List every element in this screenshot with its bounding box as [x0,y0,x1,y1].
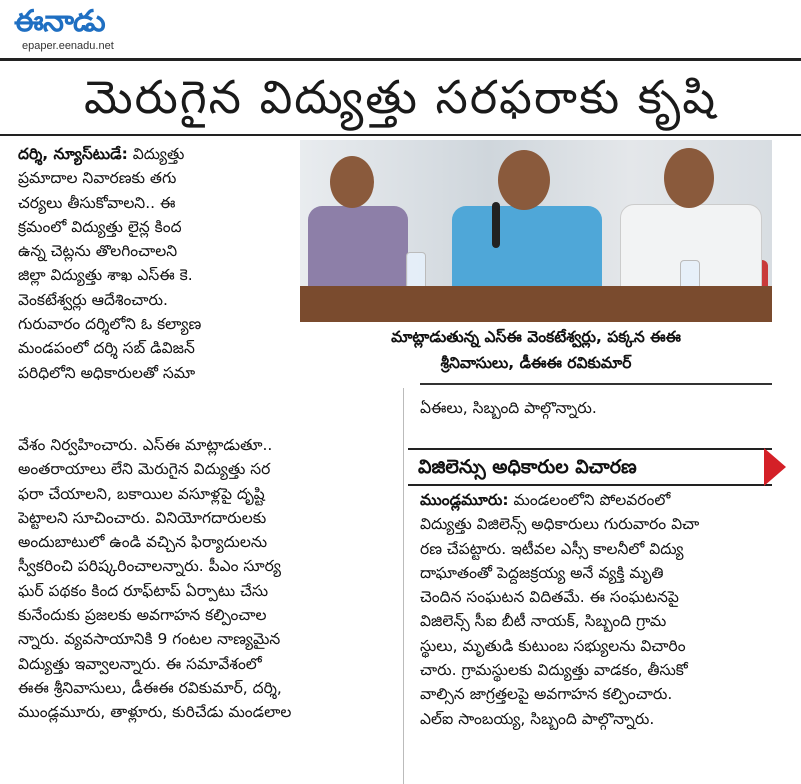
article-line: వాల్సిన జాగ్రత్తలపై అవగాహన కల్పించారు. [420,685,673,704]
caption-line: శ్రీనివాసులు, డీఈఈ రవికుమార్ [440,354,632,372]
epaper-url: epaper.eenadu.net [22,40,114,52]
article-line: క్రమంలో విద్యుత్తు లైన్ల కింద [18,217,182,236]
article-line: ఏఈలు, సిబ్బంది పాల్గొన్నారు. [420,399,597,417]
article-line: దాఘాతంతో పెద్దజక్రయ్య అనే వ్యక్తి మృతి [420,563,664,582]
article-line-0: ముండ్లమూరు: మండలంలోని పోలవరంలో [420,491,671,509]
article-line: గురువారం దర్శిలోని ఓ కల్యాణ [18,315,202,334]
article-line: అంతరాయాలు లేని మెరుగైన విద్యుత్తు సర [18,460,271,479]
article-line: విజిలెన్స్ సీఐ బీటీ నాయక్, సిబ్బంది గ్రామ [420,612,667,631]
article-line: రణ చేపట్టారు. ఇటీవల ఎస్సీ కాలనీలో విద్యు [420,539,684,558]
article-line: ఘర్ పథకం కింద రూఫ్‌టాప్ ఏర్పాటు చేసు [18,581,269,600]
article-line: చర్యలు తీసుకోవాలని.. ఈ [18,193,176,212]
headline-rule [0,134,801,136]
article2-body [420,488,772,731]
article-line: ఉన్న చెట్లను తొలగించాలని [18,242,178,261]
caption-rule [420,383,772,385]
article-line: ఈఈ శ్రీనివాసులు, డీఈఈ రవికుమార్, దర్శి, [18,678,282,697]
article-line: ఎల్ఐ సాంబయ్య, సిబ్బంది పాల్గొన్నారు. [420,709,655,728]
article-line: స్థులు, మృతుడి కుటుంబ సభ్యులను విచారిం [420,636,686,655]
article-line-0: దర్శి, న్యూస్‌టుడే: విద్యుత్తు [18,145,185,163]
article-line: చెందిన సంఘటన విదితమే. ఈ సంఘటనపై [420,588,679,607]
masthead [8,4,158,54]
article-line: వేశం నిర్వహించారు. ఎస్‌ఈ మాట్లాడుతూ.. [18,436,273,454]
article-line: ముండ్లమూరు, తాళ్లూరు, కురిచేడు మండలాల [18,703,292,722]
article-line: అందుబాటులో ఉండి వచ్చిన ఫిర్యాదులను [18,533,268,552]
article-left-column [18,142,278,385]
article-dateline: దర్శి, న్యూస్‌టుడే: [18,145,128,163]
article-line: న్నారు. వ్యవసాయానికి 9 గంటల నాణ్యమైన [18,630,281,649]
subhead-bar [408,448,772,486]
page-headline: మెరుగైన విద్యుత్తు సరఫరాకు కృషి [83,70,718,124]
article-wide-column [18,433,398,725]
article-line: విద్యుత్తు ఇవ్వాలన్నారు. ఈ సమావేశంలో [18,654,262,673]
top-rule [0,58,801,61]
article-line: కునేందుకు ప్రజలకు అవగాహన కల్పించాల [18,606,267,625]
article-line: ఫరా చేయాలని, బకాయిల వసూళ్లపై దృష్టి [18,484,265,503]
article2-dateline: ముండ్లమూరు: [420,491,509,509]
caption-line: మాట్లాడుతున్న ఎస్‌ఈ వెంకటేశ్వర్లు, పక్కన ఈఈ [391,328,681,346]
article-line: వెంకటేశ్వర్లు ఆదేశించారు. [18,290,168,309]
article-line: చారు. గ్రామస్థులకు విద్యుత్తు వాడకం, తీసుకో [420,661,688,680]
article-line: ప్రమాదాల నివారణకు తగు [18,169,177,188]
red-flag-icon [764,448,786,486]
column-divider [403,388,404,784]
meeting-photo [300,140,772,322]
article2-subhead: విజిలెన్సు అధికారుల విచారణ [418,456,637,478]
microphone-icon [492,202,500,248]
photo-caption [300,324,772,376]
article-line: పరిధిలోని అధికారులతో సమా [18,363,196,382]
article-line: విద్యుత్తు విజిలెన్స్ అధికారులు గురువారం విచా [420,515,700,534]
article-line: స్వీకరించి పరిష్కరించాలన్నారు. పీఎం సూర్య [18,557,281,576]
article-line: మండపంలో దర్శి సబ్ డివిజన్ [18,339,195,358]
article-line: పెట్టాలని సూచించారు. వినియోగదారులకు [18,508,267,527]
article-continuation [420,396,772,420]
eenadu-logo: ఈనాడు [14,4,105,39]
article-line: జిల్లా విద్యుత్తు శాఖ ఎస్‌ఈ కె. [18,266,193,285]
table [300,286,772,322]
